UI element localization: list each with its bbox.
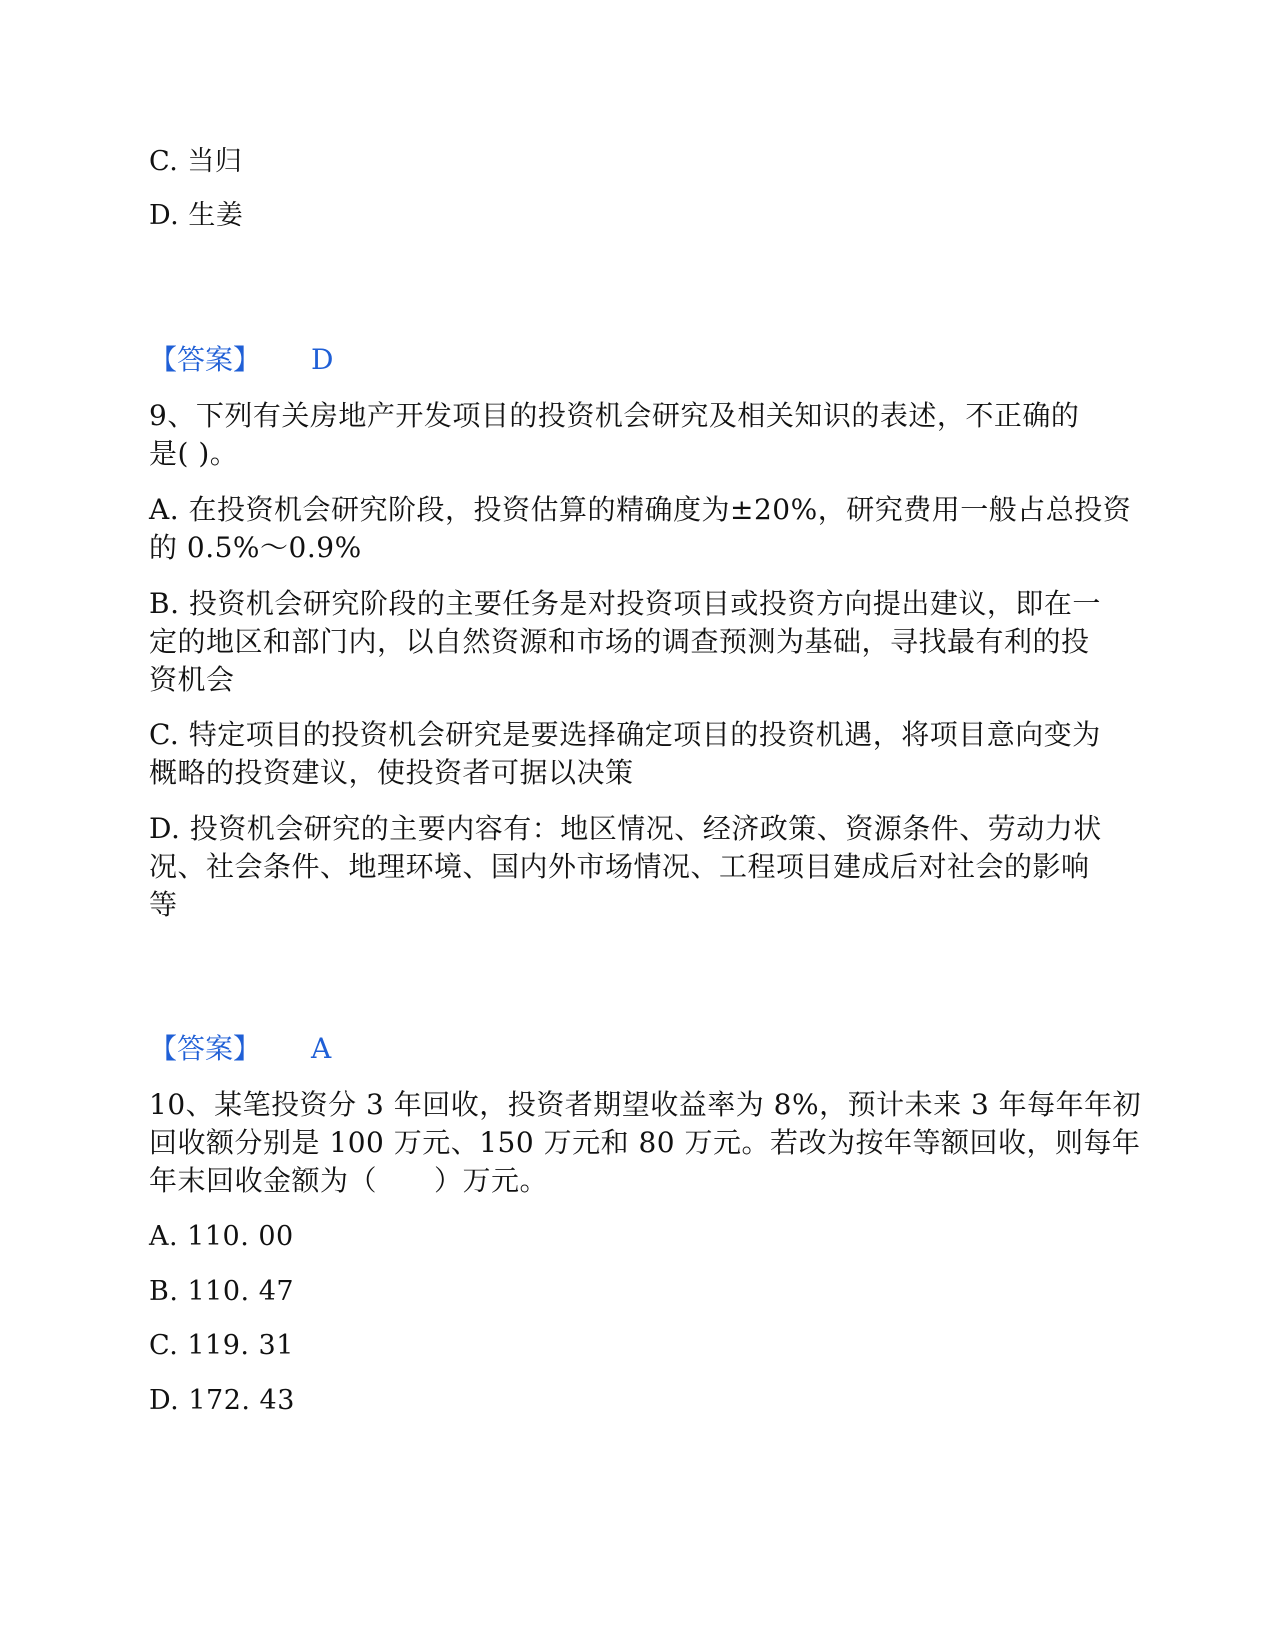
- answer-block-q8: [149, 340, 333, 380]
- q9-stem-line-1: 9、下列有关房地产开发项目的投资机会研究及相关知识的表述，不正确的: [149, 399, 1080, 432]
- q9-option-b-line-3: 资机会: [149, 663, 235, 696]
- q10-option-d: D. 172. 43: [149, 1385, 295, 1416]
- answer-label: 【答案】: [149, 343, 262, 376]
- q9-option-c-line-1: C. 特定项目的投资机会研究是要选择确定项目的投资机遇，将项目意向变为: [149, 718, 1101, 751]
- answer-block-q9: [149, 1029, 331, 1069]
- q9-option-b-line-2: 定的地区和部门内，以自然资源和市场的调查预测为基础，寻找最有利的投: [149, 625, 1090, 658]
- q9-option-b-line-1: B. 投资机会研究阶段的主要任务是对投资项目或投资方向提出建议，即在一: [149, 587, 1101, 620]
- q10-stem-line-1: 10、某笔投资分 3 年回收，投资者期望收益率为 8%，预计未来 3 年每年年初: [149, 1088, 1142, 1121]
- q10-option-a: A. 110. 00: [149, 1221, 294, 1252]
- q8-option-d: D. 生姜: [149, 200, 244, 231]
- q9-option-d-line-3: 等: [149, 888, 178, 921]
- q8-option-c: C. 当归: [149, 146, 243, 177]
- answer-value: D: [311, 343, 334, 376]
- q9-stem-line-2: 是( )。: [149, 437, 239, 470]
- q10-stem-line-3: 年末回收金额为（ ）万元。: [149, 1164, 549, 1197]
- q10-option-b: B. 110. 47: [149, 1276, 295, 1307]
- q9-option-d-line-1: D. 投资机会研究的主要内容有：地区情况、经济政策、资源条件、劳动力状: [149, 812, 1102, 845]
- q9-option-c-line-2: 概略的投资建议，使投资者可据以决策: [149, 756, 634, 789]
- q9-option-a-line-1: A. 在投资机会研究阶段，投资估算的精确度为±20%，研究费用一般占总投资: [149, 493, 1132, 526]
- answer-label: 【答案】: [149, 1032, 262, 1065]
- q9-option-a-line-2: 的 0.5%～0.9%: [149, 531, 362, 564]
- q10-stem-line-2: 回收额分别是 100 万元、150 万元和 80 万元。若改为按年等额回收，则每年: [149, 1126, 1141, 1159]
- q9-option-d-line-2: 况、社会条件、地理环境、国内外市场情况、工程项目建成后对社会的影响: [149, 850, 1090, 883]
- q10-option-c: C. 119. 31: [149, 1330, 294, 1361]
- answer-value: A: [311, 1032, 332, 1065]
